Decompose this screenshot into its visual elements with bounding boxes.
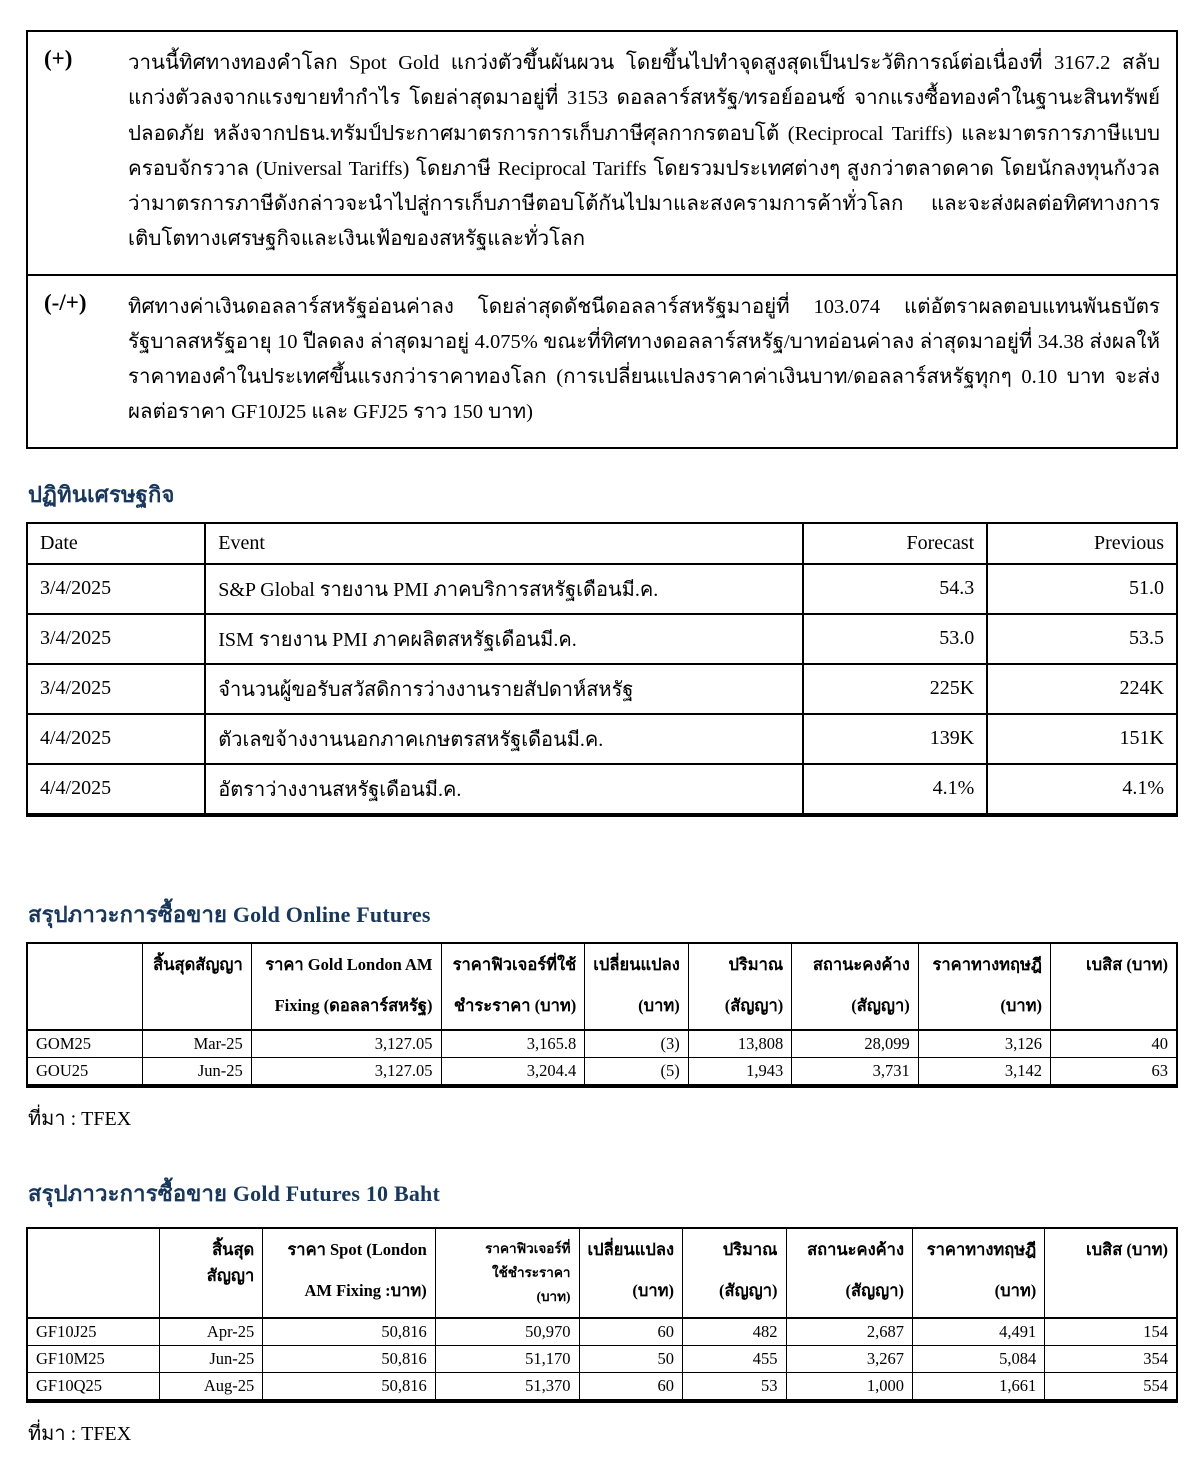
header-expiry: สิ้นสุดสัญญา [159, 1228, 263, 1318]
gold-10baht-header-row [27, 1228, 1177, 1318]
previous-cell: 53.5 [987, 614, 1177, 664]
event-cell: ตัวเลขจ้างงานนอกภาคเกษตรสหรัฐเดือนมี.ค. [205, 714, 803, 764]
header-basis: เบสิส (บาท) [1045, 1228, 1177, 1318]
date-cell: 3/4/2025 [27, 564, 205, 614]
change-cell: 50 [579, 1345, 683, 1372]
previous-cell: 4.1% [987, 764, 1177, 815]
calendar-header-forecast: Forecast [803, 523, 987, 564]
volume-cell: 13,808 [688, 1030, 792, 1058]
expiry-cell: Jun-25 [159, 1345, 263, 1372]
basis-cell: 154 [1045, 1318, 1177, 1346]
table-row [27, 614, 1177, 664]
fixing-cell: 3,127.05 [251, 1030, 441, 1058]
header-open-interest: สถานะคงค้าง (สัญญา) [786, 1228, 913, 1318]
forecast-cell: 4.1% [803, 764, 987, 815]
table-row [27, 1372, 1177, 1401]
basis-cell: 63 [1051, 1057, 1178, 1086]
gold-10baht-futures-table [26, 1227, 1178, 1403]
previous-cell: 151K [987, 714, 1177, 764]
expiry-cell: Mar-25 [142, 1030, 251, 1058]
header-spot-fixing: ราคา Spot (London AM Fixing :บาท) [263, 1228, 436, 1318]
gold-10baht-futures-title: สรุปภาวะการซื้อขาย Gold Futures 10 Baht [28, 1180, 440, 1206]
basis-cell: 554 [1045, 1372, 1177, 1401]
header-volume: ปริมาณ (สัญญา) [683, 1228, 787, 1318]
header-volume: ปริมาณ (สัญญา) [688, 943, 792, 1030]
settlement-cell: 3,165.8 [441, 1030, 585, 1058]
table-row [27, 714, 1177, 764]
open-interest-cell: 28,099 [792, 1030, 919, 1058]
expiry-cell: Jun-25 [142, 1057, 251, 1086]
header-open-interest: สถานะคงค้าง (สัญญา) [792, 943, 919, 1030]
symbol-cell: GOM25 [27, 1030, 142, 1058]
forecast-cell: 54.3 [803, 564, 987, 614]
header-theoretical-price: ราคาทางทฤษฎี (บาท) [918, 943, 1050, 1030]
volume-cell: 53 [683, 1372, 787, 1401]
settlement-cell: 51,170 [435, 1345, 579, 1372]
header-london-fixing: ราคา Gold London AM Fixing (ดอลลาร์สหรัฐ) [251, 943, 441, 1030]
volume-cell: 482 [683, 1318, 787, 1346]
highlight-positive-text: วานนี้ทิศทางทองคำโลก Spot Gold แกว่งตัวขึ้นผันผวน โดยขึ้นไปทำจุดสูงสุดเป็นประวัติการณ์ต่อเนื่องที่ 3167.2 สลับแกว่งตัวลงจากแรงขายทำกำไร โดยล่าสุดมาอยู่ที่ 3153 ดอลลาร์สหรัฐ/ทรอย์ออนซ์ จากแรงซื้อทองคำในฐานะสินทรัพย์ปลอดภัย หลังจากปธน.ทรัมป์ประกาศมาตรการการเก็บภาษีศุลกากรตอบโต้ (Reciprocal Tariffs) และมาตรการภาษีแบบครอบจักรวาล (Universal Tariffs) โดยภาษี Reciprocal Tariffs โดยรวมประเทศต่างๆ สูงกว่าตลาดคาด โดยนักลงทุนกังวลว่ามาตรการภาษีดังกล่าวจะนำไปสู่การเก็บภาษีตอบโต้กันไปมาและสงครามการค้าทั่วโลก และจะส่งผลต่อทิศทางการเติบโตทางเศรษฐกิจและเงินเฟ้อของสหรัฐและทั่วโลก [128, 52, 1160, 251]
forecast-cell: 53.0 [803, 614, 987, 664]
economic-calendar-title: ปฏิทินเศรษฐกิจ [28, 481, 175, 507]
symbol-cell: GF10J25 [27, 1318, 159, 1346]
highlight-positive-row [28, 32, 1176, 274]
change-cell: (3) [585, 1030, 689, 1058]
change-cell: 60 [579, 1318, 683, 1346]
theoretical-cell: 3,126 [918, 1030, 1050, 1058]
event-cell: S&P Global รายงาน PMI ภาคบริการสหรัฐเดือนมี.ค. [205, 564, 803, 614]
header-settlement-price: ราคาฟิวเจอร์ที่ใช้ ชำระราคา (บาท) [441, 943, 585, 1030]
spot-cell: 50,816 [263, 1372, 436, 1401]
date-cell: 3/4/2025 [27, 664, 205, 714]
symbol-cell: GF10Q25 [27, 1372, 159, 1401]
table-row [27, 1345, 1177, 1372]
theoretical-cell: 1,661 [913, 1372, 1045, 1401]
date-cell: 4/4/2025 [27, 714, 205, 764]
table-row [27, 1030, 1177, 1058]
gold-online-header-row [27, 943, 1177, 1030]
table-row [27, 564, 1177, 614]
open-interest-cell: 2,687 [786, 1318, 913, 1346]
highlight-mixed-row [28, 274, 1176, 447]
forecast-cell: 225K [803, 664, 987, 714]
spot-cell: 50,816 [263, 1318, 436, 1346]
volume-cell: 1,943 [688, 1057, 792, 1086]
open-interest-cell: 3,267 [786, 1345, 913, 1372]
calendar-header-row [27, 523, 1177, 564]
calendar-header-event: Event [205, 523, 803, 564]
market-highlights-box [26, 30, 1178, 449]
change-cell: 60 [579, 1372, 683, 1401]
theoretical-cell: 4,491 [913, 1318, 1045, 1346]
expiry-cell: Aug-25 [159, 1372, 263, 1401]
gold-online-futures-table [26, 942, 1178, 1088]
event-cell: จำนวนผู้ขอรับสวัสดิการว่างงานรายสัปดาห์สหรัฐ [205, 664, 803, 714]
header-settlement-price: ราคาฟิวเจอร์ที่ ใช้ชำระราคา (บาท) [435, 1228, 579, 1318]
header-theoretical-price: ราคาทางทฤษฎี (บาท) [913, 1228, 1045, 1318]
theoretical-cell: 5,084 [913, 1345, 1045, 1372]
header-basis: เบสิส (บาท) [1051, 943, 1178, 1030]
symbol-cell: GOU25 [27, 1057, 142, 1086]
header-symbol [27, 943, 142, 1030]
change-cell: (5) [585, 1057, 689, 1086]
header-expiry: สิ้นสุดสัญญา [142, 943, 251, 1030]
highlight-mixed-sign: (-/+) [44, 289, 87, 315]
table-row [27, 1318, 1177, 1346]
event-cell: อัตราว่างงานสหรัฐเดือนมี.ค. [205, 764, 803, 815]
forecast-cell: 139K [803, 714, 987, 764]
source-note: ที่มา : TFEX [28, 1422, 132, 1445]
calendar-header-previous: Previous [987, 523, 1177, 564]
event-cell: ISM รายงาน PMI ภาคผลิตสหรัฐเดือนมี.ค. [205, 614, 803, 664]
table-row [27, 664, 1177, 714]
gold-online-futures-title: สรุปภาวะการซื้อขาย Gold Online Futures [28, 901, 431, 927]
volume-cell: 455 [683, 1345, 787, 1372]
theoretical-cell: 3,142 [918, 1057, 1050, 1086]
previous-cell: 51.0 [987, 564, 1177, 614]
settlement-cell: 51,370 [435, 1372, 579, 1401]
table-row [27, 764, 1177, 815]
expiry-cell: Apr-25 [159, 1318, 263, 1346]
symbol-cell: GF10M25 [27, 1345, 159, 1372]
header-change: เปลี่ยนแปลง (บาท) [585, 943, 689, 1030]
basis-cell: 40 [1051, 1030, 1178, 1058]
source-note: ที่มา : TFEX [28, 1107, 132, 1130]
open-interest-cell: 3,731 [792, 1057, 919, 1086]
economic-calendar-table [26, 522, 1178, 817]
header-symbol [27, 1228, 159, 1318]
table-row [27, 1057, 1177, 1086]
date-cell: 4/4/2025 [27, 764, 205, 815]
fixing-cell: 3,127.05 [251, 1057, 441, 1086]
highlight-positive-sign: (+) [44, 46, 73, 71]
basis-cell: 354 [1045, 1345, 1177, 1372]
header-change: เปลี่ยนแปลง (บาท) [579, 1228, 683, 1318]
highlight-mixed-text: ทิศทางค่าเงินดอลลาร์สหรัฐอ่อนค่าลง โดยล่าสุดดัชนีดอลลาร์สหรัฐมาอยู่ที่ 103.074 แต่อัตราผลตอบแทนพันธบัตรรัฐบาลสหรัฐอายุ 10 ปีลดลง ล่าสุดมาอยู่ 4.075% ขณะที่ทิศทางดอลลาร์สหรัฐ/บาทอ่อนค่าลง ล่าสุดมาอยู่ที่ 34.38 ส่งผลให้ราคาทองคำในประเทศขึ้นแรงกว่าราคาทองโลก (การเปลี่ยนแปลงราคาค่าเงินบาท/ดอลลาร์สหรัฐทุกๆ 0.10 บาท จะส่งผลต่อราคา GF10J25 และ GFJ25 ราว 150 บาท) [128, 295, 1160, 424]
previous-cell: 224K [987, 664, 1177, 714]
settlement-cell: 3,204.4 [441, 1057, 585, 1086]
open-interest-cell: 1,000 [786, 1372, 913, 1401]
settlement-cell: 50,970 [435, 1318, 579, 1346]
calendar-header-date: Date [27, 523, 205, 564]
date-cell: 3/4/2025 [27, 614, 205, 664]
spot-cell: 50,816 [263, 1345, 436, 1372]
